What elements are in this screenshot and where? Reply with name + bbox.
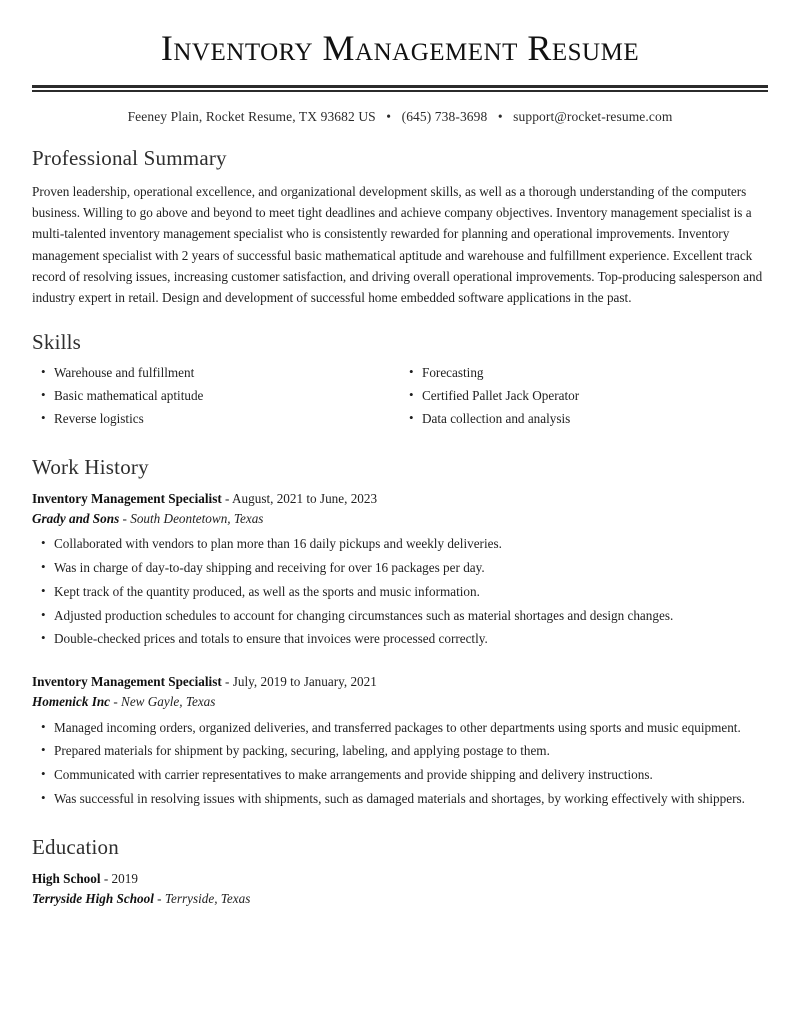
section-education: [32, 835, 768, 909]
job-bullet-list: [32, 535, 768, 654]
skills-list-left: [32, 364, 400, 434]
job-title: Inventory Management Specialist: [32, 674, 222, 690]
list-item: • Double-checked prices and totals to ensure that invoices were processed correctly.: [54, 630, 768, 654]
job-company: Grady and Sons: [32, 510, 120, 526]
work-history-entry: [32, 672, 768, 814]
education-entry: [32, 869, 768, 909]
list-item: • Adjusted production schedules to account for changing circumstances such as material shortages and design changes.: [54, 607, 768, 631]
education-school: Terryside High School: [32, 890, 154, 906]
job-title-line: [32, 489, 768, 509]
list-item: • Reverse logistics: [54, 410, 400, 433]
section-heading-education: Education: [32, 834, 119, 859]
contact-separator-1: •: [386, 109, 392, 125]
job-location: New Gayle, Texas: [121, 693, 216, 709]
contact-email: support@rocket-resume.com: [513, 109, 673, 125]
list-item: • Collaborated with vendors to plan more than 16 daily pickups and weekly deliveries.: [54, 535, 768, 559]
skills-column-right: [400, 364, 768, 434]
skills-column-left: [32, 364, 400, 434]
contact-line: [32, 109, 768, 125]
skills-columns: [32, 364, 768, 434]
contact-address: Feeney Plain, Rocket Resume, TX 93682 US: [127, 109, 376, 125]
list-item: • Certified Pallet Jack Operator: [422, 387, 768, 410]
education-degree-dash: -: [100, 870, 112, 886]
job-title-dash: -: [221, 674, 233, 690]
summary-text: Proven leadership, operational excellence, and organizational development skills, as well as a thorough understanding of the computers business. Willing to go above and beyond to meet tight deadlines and achieve company objectives. Inventory management specialist is a multi-talented inventory management specialist who is consistently rewarded for planning and operational improvements. Inventory management specialist with 2 years of successful basic mathematical aptitude and warehouse and fulfillment experience. Excellent track record of resolving issues, increasing customer satisfaction, and driving overall operational improvements. Top-producing salesperson and industry expert in retail. Design and development of successful home embedded software applications in the past.: [32, 183, 763, 306]
list-item: • Prepared materials for shipment by packing, securing, labeling, and applying postage to them.: [54, 742, 768, 766]
list-item: • Managed incoming orders, organized deliveries, and transferred packages to other departments using sports and music equipment.: [54, 719, 768, 743]
list-item: • Data collection and analysis: [422, 410, 768, 433]
list-item: • Warehouse and fulfillment: [54, 364, 400, 387]
list-item: • Communicated with carrier representatives to make arrangements and provide shipping and delivery instructions.: [54, 766, 768, 790]
job-company-dash: -: [110, 693, 122, 709]
job-title: Inventory Management Specialist: [32, 490, 222, 506]
section-work-history: [32, 455, 768, 814]
job-company-line: [32, 692, 768, 712]
section-heading-summary: Professional Summary: [32, 146, 227, 171]
education-year: 2019: [111, 870, 138, 886]
job-title-dash: -: [221, 490, 233, 506]
education-degree-line: [32, 869, 768, 889]
education-location: Terryside, Texas: [164, 890, 251, 906]
contact-phone: (645) 738-3698: [401, 109, 488, 125]
section-heading-skills: Skills: [32, 329, 82, 354]
list-item: • Basic mathematical aptitude: [54, 387, 400, 410]
list-item: • Kept track of the quantity produced, as well as the sports and music information.: [54, 583, 768, 607]
job-dates: July, 2019 to January, 2021: [232, 674, 377, 690]
page-title: Inventory Management Resume: [160, 28, 640, 68]
list-item: • Was in charge of day-to-day shipping and receiving for over 16 packages per day.: [54, 559, 768, 583]
job-location: South Deontetown, Texas: [130, 510, 264, 526]
work-history-entry: [32, 489, 768, 654]
education-school-line: [32, 889, 768, 909]
job-bullet-list: [32, 719, 768, 814]
contact-separator-2: •: [497, 109, 503, 125]
job-company: Homenick Inc: [32, 693, 111, 709]
section-professional-summary: [32, 146, 768, 308]
education-school-dash: -: [153, 890, 165, 906]
education-degree: High School: [32, 870, 101, 886]
job-company-line: [32, 509, 768, 529]
header-divider: [32, 85, 768, 92]
job-title-line: [32, 672, 768, 692]
job-company-dash: -: [119, 510, 131, 526]
list-item: • Was successful in resolving issues with shipments, such as damaged materials and shortages, by working effectively with shippers.: [54, 790, 768, 814]
list-item: • Forecasting: [422, 364, 768, 387]
section-skills: [32, 330, 768, 434]
job-dates: August, 2021 to June, 2023: [232, 490, 378, 506]
section-heading-work-history: Work History: [32, 454, 149, 479]
skills-list-right: [400, 364, 768, 434]
